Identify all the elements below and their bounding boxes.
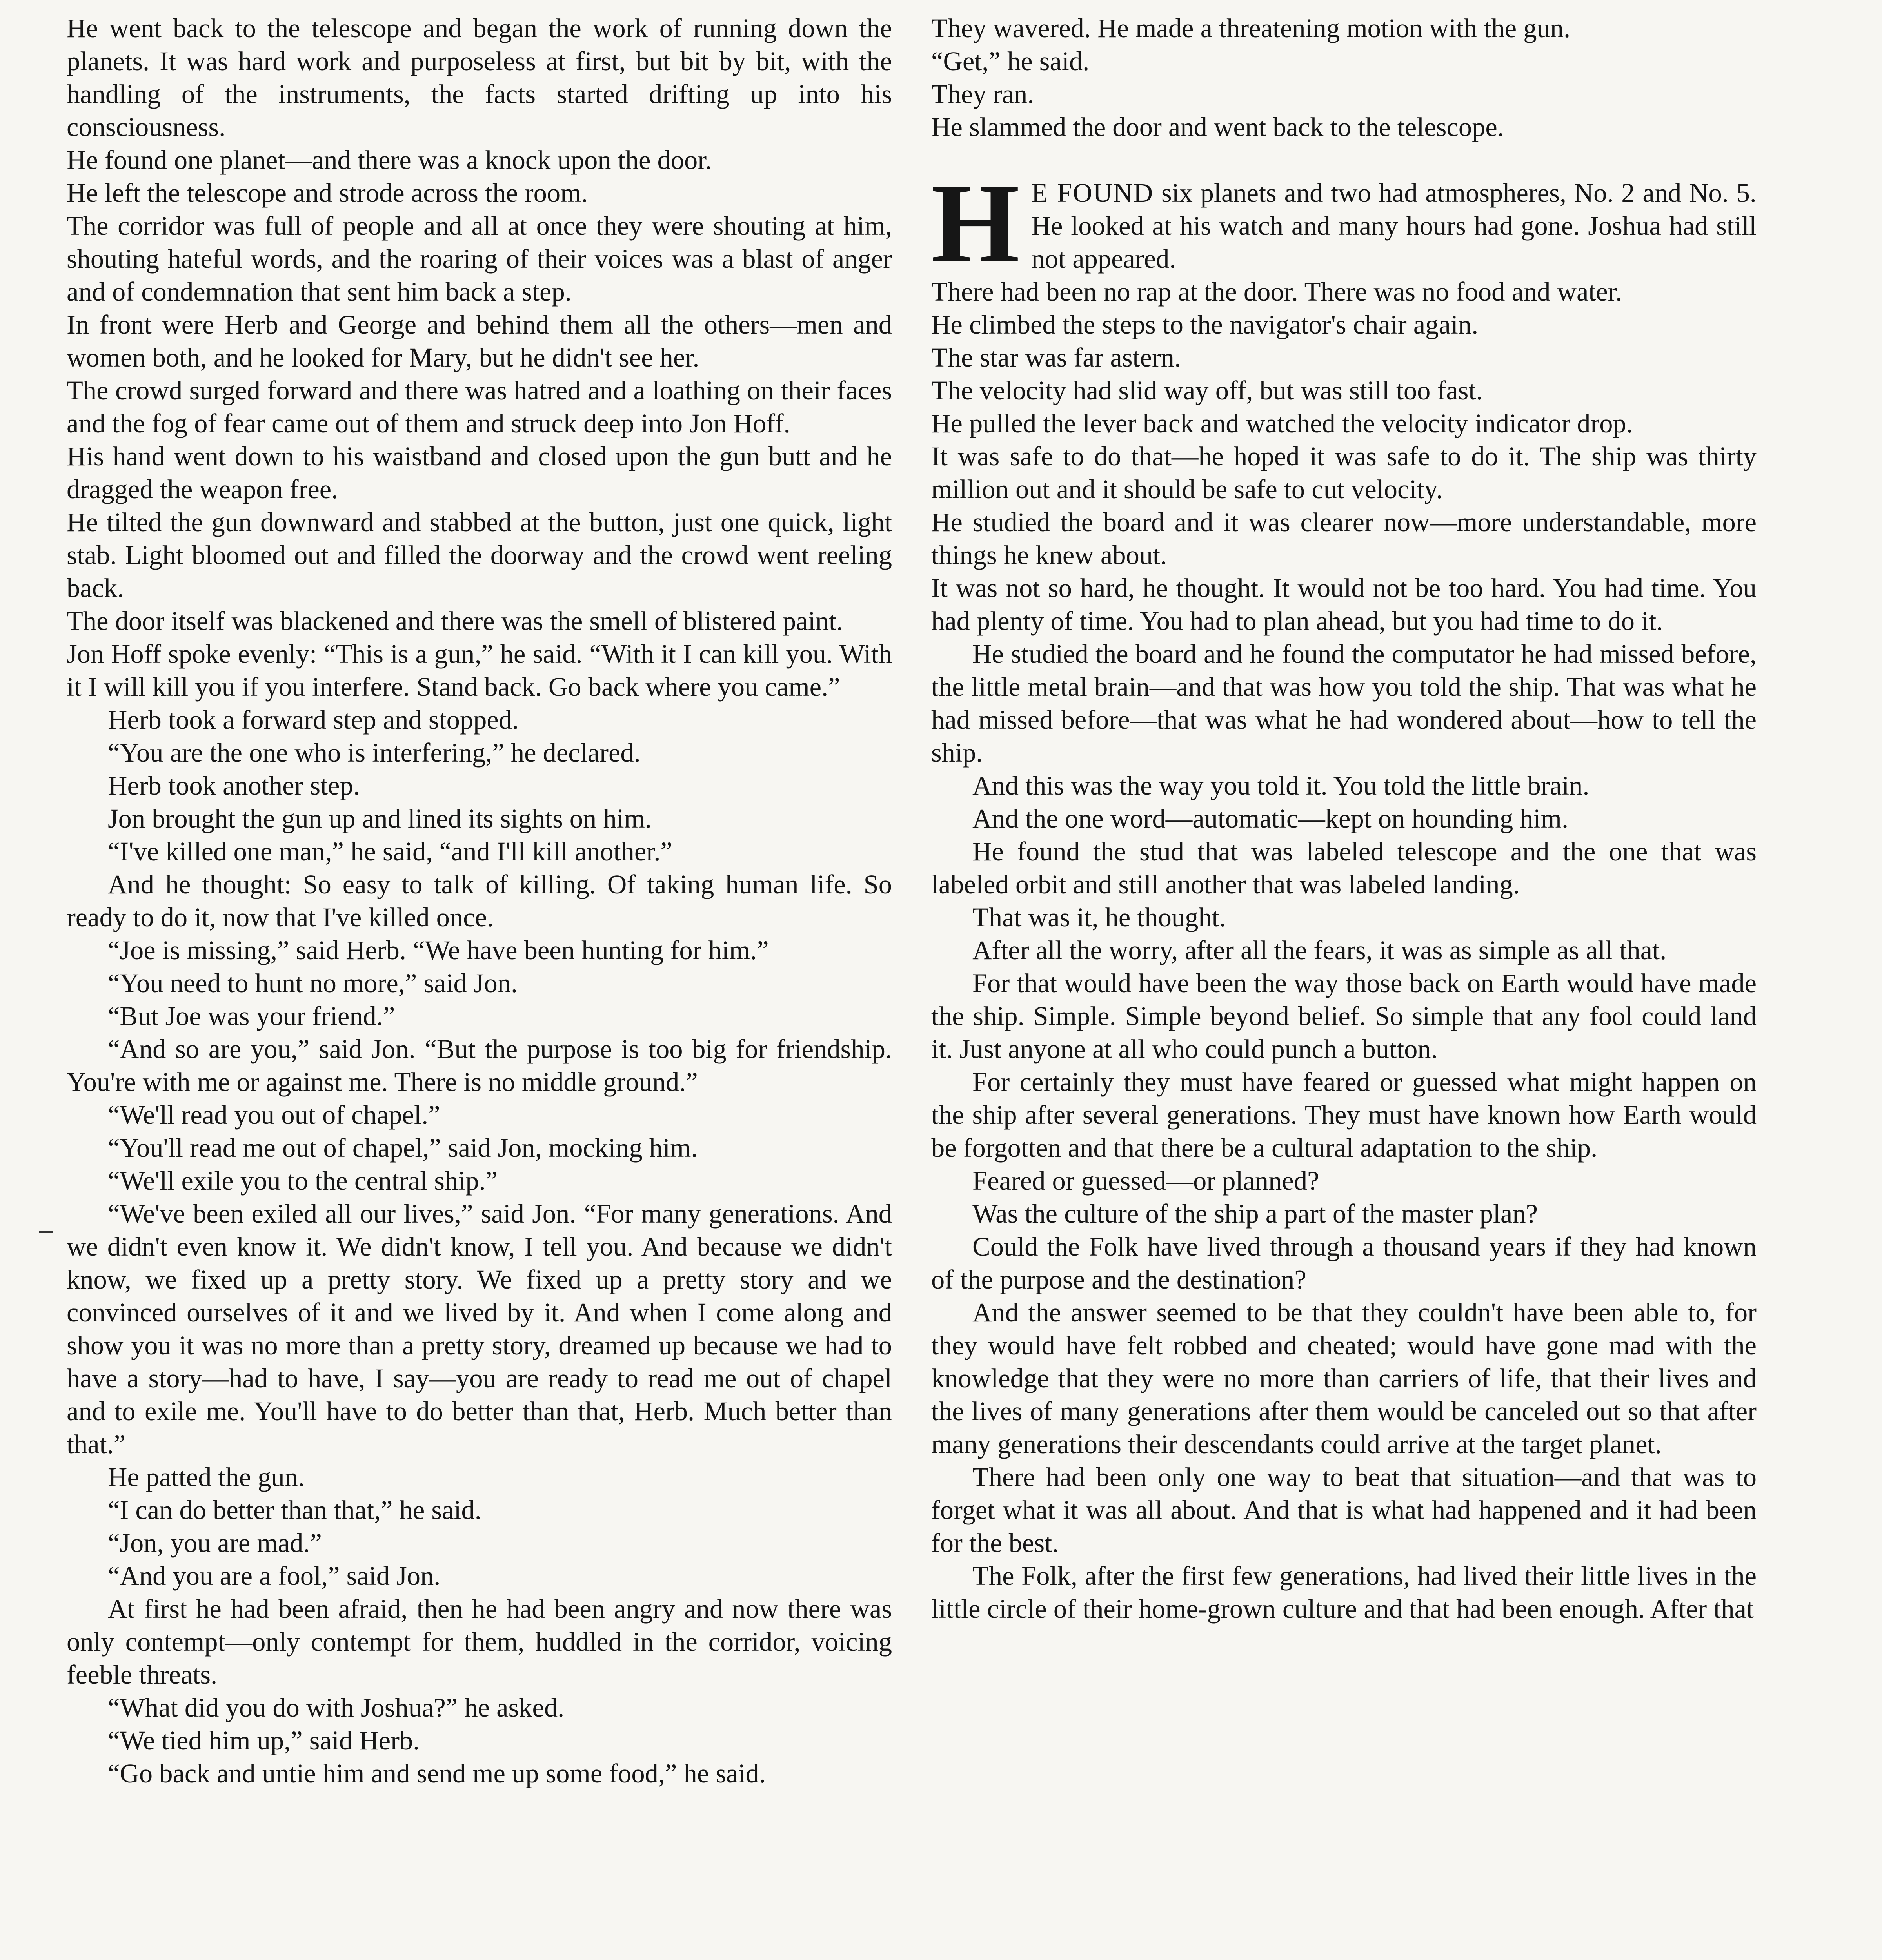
paragraph: “Joe is missing,” said Herb. “We have been hunting for him.” [108, 935, 769, 965]
paragraph: “And you are a fool,” said Jon. [108, 1561, 441, 1591]
paragraph: The door itself was blackened and there was the smell of blistered paint. [67, 606, 843, 636]
paragraph: He studied the board and he found the computator he had missed before, the little metal brain—and that was how you told the ship. That was what he had missed before—that was what he had wondered about—how to tell the ship. [931, 639, 1757, 768]
paragraph: Jon Hoff spoke evenly: “This is a gun,” he said. “With it I can kill you. With it I will kill you if you interfere. Stand back. Go back where you came.” [67, 639, 892, 702]
paragraph: “What did you do with Joshua?” he asked. [108, 1693, 565, 1722]
paragraph: Jon brought the gun up and lined its sights on him. [108, 804, 652, 833]
paragraph: He went back to the telescope and began the work of running down the planets. It was hard work and purposeless at first, but bit by bit, with the handling of the instruments, the facts started drifting up into his consciousness. [67, 13, 892, 142]
paragraph: In front were Herb and George and behind them all the others—men and women both, and he looked for Mary, but he didn't see her. [67, 310, 892, 372]
paragraph: For that would have been the way those back on Earth would have made the ship. Simple. Simple beyond belief. So simple that any fool could land it. Just anyone at all who could punch a button. [931, 968, 1757, 1064]
right-column-continuation [931, 275, 1757, 1625]
paragraph: Could the Folk have lived through a thousand years if they had known of the purpose and the destination? [931, 1232, 1757, 1294]
paragraph: That was it, he thought. [972, 902, 1226, 932]
paragraph: There had been no rap at the door. There was no food and water. [931, 277, 1622, 307]
paragraph: It was not so hard, he thought. It would not be too hard. You had time. You had plenty of time. You had to plan ahead, but you had time to do it. [931, 573, 1757, 636]
paragraph: He found one planet—and there was a knock upon the door. [67, 145, 712, 175]
drop-cap: H [931, 160, 1020, 286]
paragraph: “I've killed one man,” he said, “and I'll kill another.” [108, 837, 672, 866]
paragraph: They ran. [931, 79, 1034, 109]
paragraph: “We'll read you out of chapel.” [108, 1100, 440, 1130]
paragraph: “We'll exile you to the central ship.” [108, 1166, 498, 1196]
margin-dash-mark [39, 1231, 53, 1233]
paragraph: “But Joe was your friend.” [108, 1001, 395, 1031]
paragraph: And this was the way you told it. You told the little brain. [972, 771, 1590, 800]
paragraph: He slammed the door and went back to the telescope. [931, 112, 1504, 142]
paragraph: It was safe to do that—he hoped it was safe to do it. The ship was thirty million out and it should be safe to cut velocity. [931, 441, 1757, 504]
paragraph: “We tied him up,” said Herb. [108, 1726, 420, 1755]
paragraph: They wavered. He made a threatening motion with the gun. [931, 13, 1571, 43]
paragraph: He found the stud that was labeled telescope and the one that was labeled orbit and still another that was labeled landing. [931, 837, 1757, 899]
paragraph: He climbed the steps to the navigator's chair again. [931, 310, 1479, 339]
paragraph: At first he had been afraid, then he had been angry and now there was only contempt—only contempt for them, huddled in the corridor, voicing feeble threats. [67, 1594, 892, 1690]
paragraph: He patted the gun. [108, 1462, 305, 1492]
right-text-column [931, 12, 1757, 1625]
paragraph: Feared or guessed—or planned? [972, 1166, 1319, 1196]
paragraph: His hand went down to his waistband and closed upon the gun butt and he dragged the weapon free. [67, 441, 892, 504]
paragraph: The corridor was full of people and all at once they were shouting at him, shouting hateful words, and the roaring of their voices was a blast of anger and of condemnation that sent him back a step. [67, 211, 892, 307]
paragraph: And the answer seemed to be that they couldn't have been able to, for they would have felt robbed and cheated; would have gone mad with the knowledge that they were no more than carriers of life, that their lives and the lives of many generations after them would be canceled out so that after many generations their descendants could arrive at the target planet. [931, 1298, 1757, 1459]
paragraph: The star was far astern. [931, 343, 1181, 372]
paragraph: The Folk, after the first few generations, had lived their little lives in the little circle of their home-grown culture and that had been enough. After that [931, 1561, 1757, 1624]
paragraph: He tilted the gun downward and stabbed at the button, just one quick, light stab. Light bloomed out and filled the doorway and the crowd went reeling back. [67, 507, 892, 603]
paragraph: “Jon, you are mad.” [108, 1528, 322, 1558]
paragraph: Herb took a forward step and stopped. [108, 705, 519, 735]
paragraph: And the one word—automatic—kept on hounding him. [972, 804, 1569, 833]
right-column-opening [931, 12, 1757, 143]
paragraph: “We've been exiled all our lives,” said Jon. “For many generations. And we didn't even know it. We didn't know, I tell you. And because we didn't know, we fixed up a pretty story. We fixed up a pretty story and we convinced ourselves of it and we lived by it. And when I come along and show you it was no more than a pretty story, dreamed up because we had to have a story—had to have, I say—you are ready to read me out of chapel and to exile me. You'll have to do better than that, Herb. Much better than that.” [67, 1199, 892, 1459]
paragraph: “Go back and untie him and send me up some food,” he said. [108, 1759, 766, 1788]
paragraph: There had been only one way to beat that situation—and that was to forget what it was all about. And that is what had happened and it had been for the best. [931, 1462, 1757, 1558]
paragraph: Was the culture of the ship a part of the master plan? [972, 1199, 1538, 1229]
paragraph: “You'll read me out of chapel,” said Jon, mocking him. [108, 1133, 698, 1163]
left-text-column [67, 12, 892, 1790]
paragraph: The velocity had slid way off, but was still too fast. [931, 376, 1483, 405]
paragraph: For certainly they must have feared or guessed what might happen on the ship after several generations. They must have known how Earth would be forgotten and that there be a cultural adaptation to the ship. [931, 1067, 1757, 1163]
paragraph: “You are the one who is interfering,” he declared. [108, 738, 641, 768]
paragraph: He studied the board and it was clearer now—more understandable, more things he knew about. [931, 507, 1757, 570]
section-opening-paragraph [931, 160, 1757, 286]
paragraph: He left the telescope and strode across the room. [67, 178, 588, 208]
paragraph: “Get,” he said. [931, 46, 1090, 76]
paragraph: “I can do better than that,” he said. [108, 1495, 481, 1525]
section-opening-text: six planets and two had atmospheres, No. 2 and No. 5. He looked at his watch and many hours had gone. Joshua had still not appeared. [1031, 178, 1757, 274]
paragraph: After all the worry, after all the fears, it was as simple as all that. [972, 935, 1667, 965]
drop-cap-lead-in: E FOUND [1031, 178, 1154, 208]
paragraph: “And so are you,” said Jon. “But the purpose is too big for friendship. You're with me or against me. There is no middle ground.” [67, 1034, 892, 1097]
paragraph: He pulled the lever back and watched the velocity indicator drop. [931, 408, 1633, 438]
paragraph: “You need to hunt no more,” said Jon. [108, 968, 518, 998]
paragraph: The crowd surged forward and there was hatred and a loathing on their faces and the fog of fear came out of them and struck deep into Jon Hoff. [67, 376, 892, 438]
paragraph: Herb took another step. [108, 771, 360, 800]
paragraph: And he thought: So easy to talk of killing. Of taking human life. So ready to do it, now that I've killed once. [67, 869, 892, 932]
